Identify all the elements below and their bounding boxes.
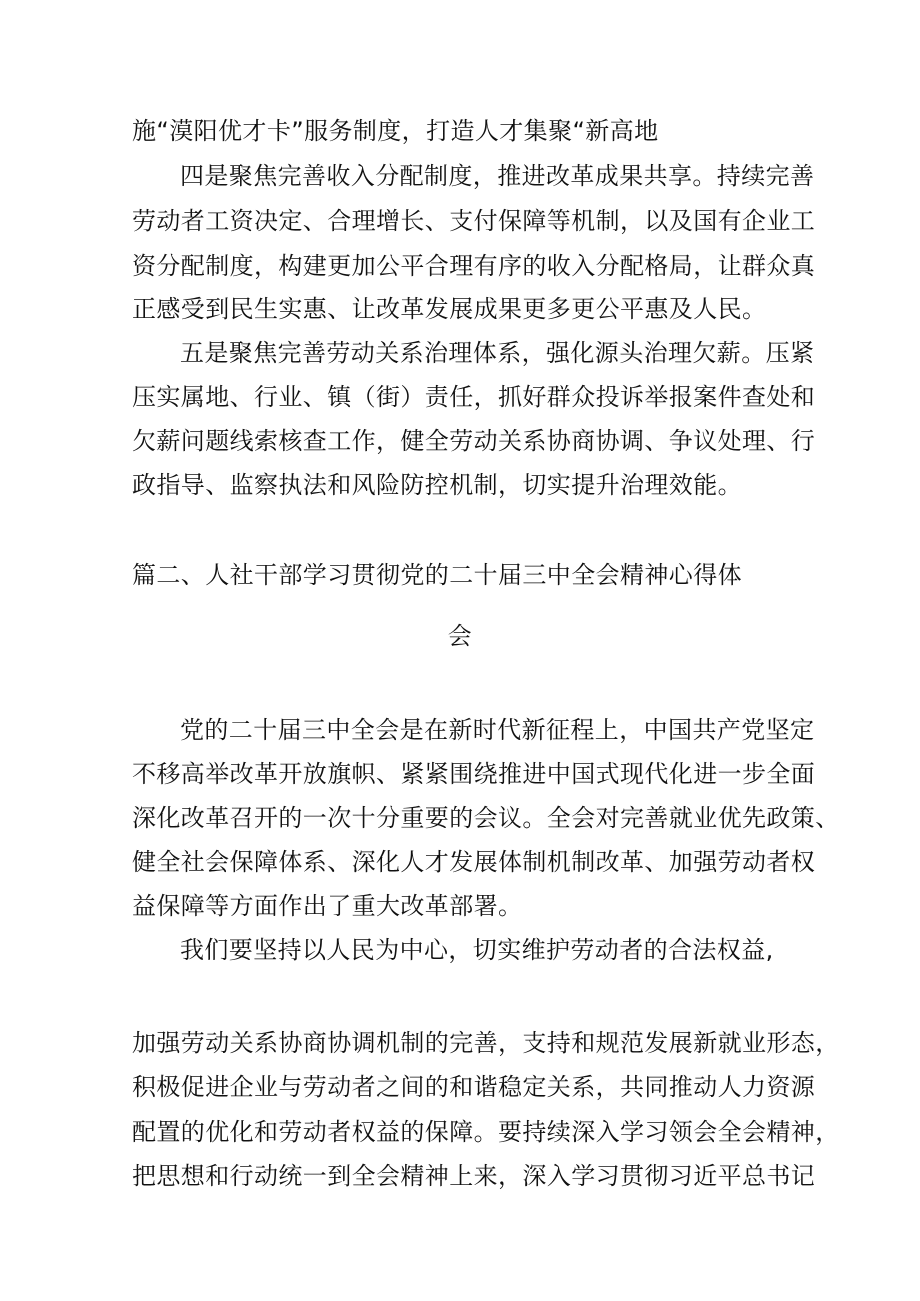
paragraph-line: 政指导、监察执法和风险防控机制，切实提升治理效能。 xyxy=(132,471,742,499)
paragraph-line: 不移高举改革开放旗帜、紧紧围绕推进中国式现代化进一步全面 xyxy=(132,760,816,788)
paragraph-line: 四是聚焦完善收入分配制度，推进改革成果共享。持续完善 xyxy=(180,162,815,190)
paragraph-line: 把思想和行动统一到全会精神上来，深入学习贯彻习近平总书记 xyxy=(132,1162,816,1190)
paragraph-line: 益保障等方面作出了重大改革部署。 xyxy=(132,892,523,920)
section-heading: 篇二、人社干部学习贯彻党的二十届三中全会精神心得体 xyxy=(132,561,742,589)
paragraph-line: 施“漠阳优才卡”服务制度，打造人才集聚“新高地 xyxy=(132,117,659,145)
paragraph-line: 配置的优化和劳动者权益的保障。要持续深入学习领会全会精神， xyxy=(132,1118,840,1146)
paragraph-line: 深化改革召开的一次十分重要的会议。全会对完善就业优先政策、 xyxy=(132,804,840,832)
paragraph-line: 党的二十届三中全会是在新时代新征程上，中国共产党坚定 xyxy=(180,716,815,744)
paragraph-line: 压实属地、行业、镇（街）责任，抓好群众投诉举报案件查处和 xyxy=(132,383,816,411)
paragraph-line: 积极促进企业与劳动者之间的和谐稳定关系，共同推动人力资源 xyxy=(132,1073,816,1101)
paragraph-line: 我们要坚持以人民为中心，切实维护劳动者的合法权益, xyxy=(180,936,774,964)
paragraph-line: 资分配制度，构建更加公平合理有序的收入分配格局，让群众真 xyxy=(132,252,816,280)
section-heading-continuation: 会 xyxy=(447,622,473,650)
paragraph-line: 健全社会保障体系、深化人才发展体制机制改革、加强劳动者权 xyxy=(132,848,816,876)
paragraph-line: 正感受到民生实惠、让改革发展成果更多更公平惠及人民。 xyxy=(132,295,767,323)
paragraph-line: 欠薪问题线索核查工作，健全劳动关系协商协调、争议处理、行 xyxy=(132,427,816,455)
paragraph-line: 五是聚焦完善劳动关系治理体系，强化源头治理欠薪。压紧 xyxy=(180,339,815,367)
paragraph-line: 加强劳动关系协商协调机制的完善，支持和规范发展新就业形态， xyxy=(132,1029,840,1057)
paragraph-line: 劳动者工资决定、合理增长、支付保障等机制，以及国有企业工 xyxy=(132,207,816,235)
